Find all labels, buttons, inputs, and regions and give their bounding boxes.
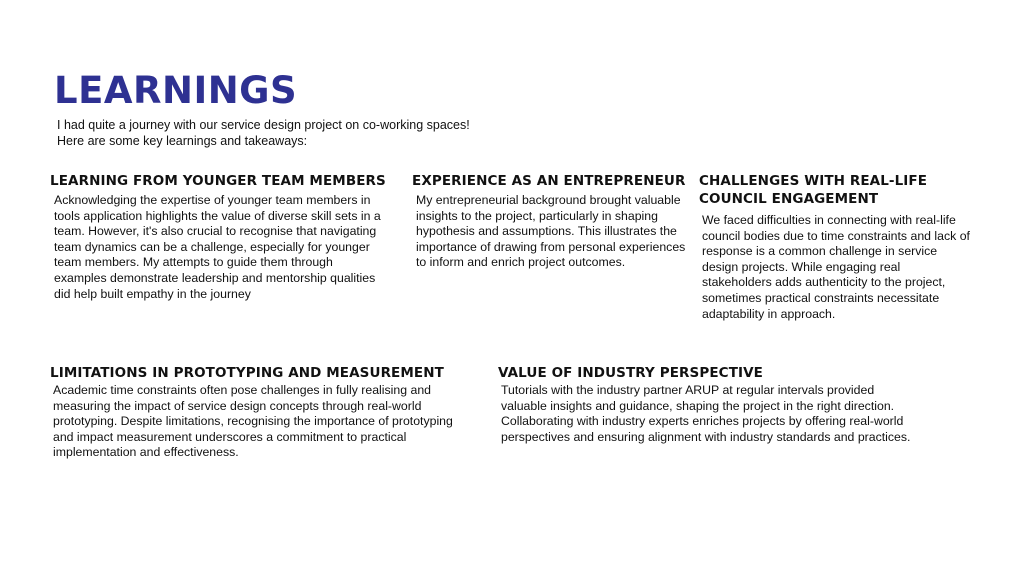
page-title: LEARNINGS xyxy=(54,69,298,112)
section-limitations-prototyping xyxy=(50,364,480,461)
section-heading: LIMITATIONS IN PROTOTYPING AND MEASUREMENT xyxy=(50,365,444,381)
section-body: My entrepreneurial background brought valuable insights to the project, particularly in shaping hypothesis and assumptions. This illustrates the importance of drawing from personal experiences to inform and enrich project outcomes. xyxy=(416,193,686,270)
section-heading: VALUE OF INDUSTRY PERSPECTIVE xyxy=(498,365,763,381)
section-experience-as-entrepreneur xyxy=(412,172,694,271)
section-heading: EXPERIENCE AS AN ENTREPRENEUR xyxy=(412,173,686,189)
section-heading: CHALLENGES WITH REAL-LIFE COUNCIL ENGAGEMENT xyxy=(699,173,928,207)
section-learning-from-younger-team-members xyxy=(50,172,400,302)
section-value-industry-perspective xyxy=(498,364,918,445)
section-heading: LEARNING FROM YOUNGER TEAM MEMBERS xyxy=(50,173,386,189)
section-challenges-council-engagement xyxy=(699,172,979,322)
section-body: Acknowledging the expertise of younger team members in tools application highlights the value of diverse skill sets in a team. However, it's also crucial to recognise that navigating team dynamics can be a challenge, especially for younger team members. My attempts to guide them through examples demonstrate leadership and mentorship qualities did help built empathy in the journey xyxy=(54,193,381,301)
section-body: Tutorials with the industry partner ARUP at regular intervals provided valuable insights and guidance, shaping the project in the right direction. Collaborating with industry experts enriches projects by offering real-world perspectives and ensuring alignment with industry standards and practices. xyxy=(501,383,911,444)
intro-text: I had quite a journey with our service design project on co-working spaces! Here are some key learnings and takeaways: xyxy=(57,118,470,148)
section-body: We faced difficulties in connecting with real-life council bodies due to time constraints and lack of response is a common challenge in service design projects. While engaging real stakeholders adds authenticity to the project, sometimes practical constraints necessitate adaptability in approach. xyxy=(702,213,970,321)
section-body: Academic time constraints often pose challenges in fully realising and measuring the impact of service design concepts through real-world prototyping. Despite limitations, recognising the importance of prototyping and impact measurement underscores a commitment to practical implementation and effectiveness. xyxy=(53,383,453,460)
